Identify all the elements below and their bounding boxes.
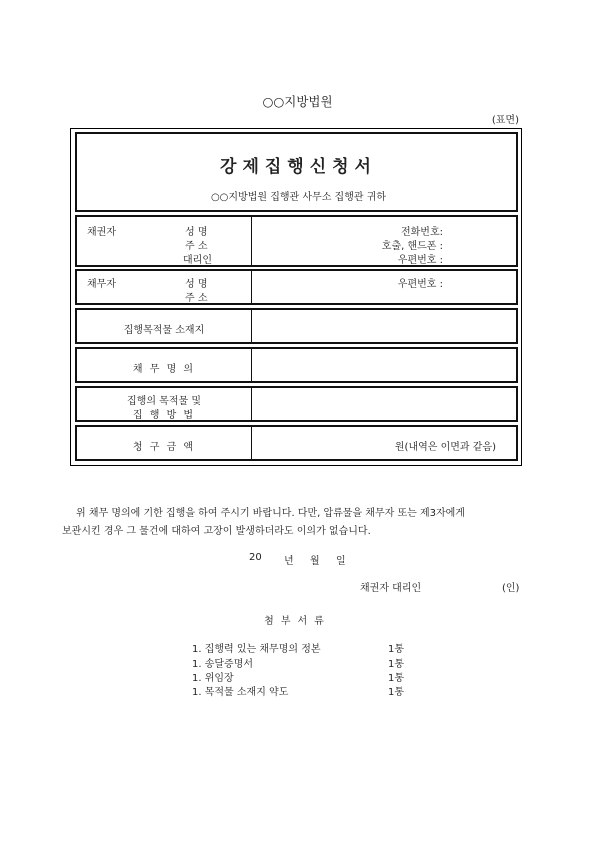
divider [251, 427, 252, 459]
attachment-item: 1. 위임장 [192, 673, 234, 684]
location-label: 집행목적물 소재지 [123, 325, 205, 336]
divider [251, 310, 252, 342]
method-label-line2: 집 행 방 법 [132, 410, 196, 421]
form-title: 강제집행신청서 [220, 157, 377, 177]
divider [251, 388, 252, 420]
side-label: (표면) [491, 115, 519, 126]
debtor-name-label: 성 명 [185, 279, 208, 290]
divider [251, 217, 252, 265]
attachment-qty: 1통 [388, 687, 405, 698]
debtor-label: 채무자 [87, 279, 116, 290]
signature-label: 채권자 대리인 [360, 583, 422, 594]
attachment-qty: 1통 [388, 644, 405, 655]
attachment-qty: 1통 [388, 659, 405, 670]
date-year-unit: 년 [284, 556, 294, 567]
amount-label: 청 구 금 액 [132, 442, 196, 453]
title-deed-label: 채 무 명 의 [132, 364, 196, 375]
creditor-box [75, 215, 518, 267]
phone-label: 전화번호: [400, 227, 443, 238]
amount-box [75, 425, 518, 461]
amount-value: 원(내역은 이면과 같음) [394, 442, 496, 453]
date-month-unit: 월 [310, 556, 320, 567]
debtor-postal-label: 우편번호 : [397, 279, 443, 290]
court-name: ○○지방법원 [262, 94, 333, 109]
request-line-1: 위 채무 명의에 기한 집행을 하여 주시기 바랍니다. 다만, 압류물을 채무자 또는 제3자에게 [76, 508, 465, 519]
creditor-postal-label: 우편번호 : [397, 255, 443, 266]
debtor-address-label: 주 소 [185, 293, 208, 304]
attachment-item: 1. 집행력 있는 채무명의 정본 [192, 644, 321, 655]
addressee: ○○지방법원 집행관 사무소 집행관 귀하 [210, 192, 387, 203]
attachment-qty: 1통 [388, 673, 405, 684]
creditor-agent-label: 대리인 [183, 255, 212, 266]
debtor-box [75, 269, 518, 305]
creditor-name-label: 성 명 [185, 227, 208, 238]
title-deed-box [75, 347, 518, 383]
mobile-label: 호출, 핸드폰 : [381, 241, 443, 252]
title-box [75, 132, 518, 212]
creditor-address-label: 주 소 [185, 241, 208, 252]
request-line-2: 보관시킨 경우 그 물건에 대하여 고장이 발생하더라도 이의가 없습니다. [62, 526, 371, 537]
date-day-unit: 일 [336, 556, 346, 567]
method-label-line1: 집행의 목적물 및 [127, 396, 201, 407]
attachment-item: 1. 목적물 소재지 약도 [192, 687, 289, 698]
attachment-item: 1. 송달증명서 [192, 659, 254, 670]
creditor-label: 채권자 [87, 227, 116, 238]
seal-mark: (인) [502, 583, 520, 594]
method-box [75, 386, 518, 422]
date-year-prefix: 20 [249, 552, 262, 563]
divider [251, 271, 252, 303]
location-box [75, 308, 518, 344]
attachments-title: 첨부서류 [264, 616, 331, 627]
divider [251, 349, 252, 381]
